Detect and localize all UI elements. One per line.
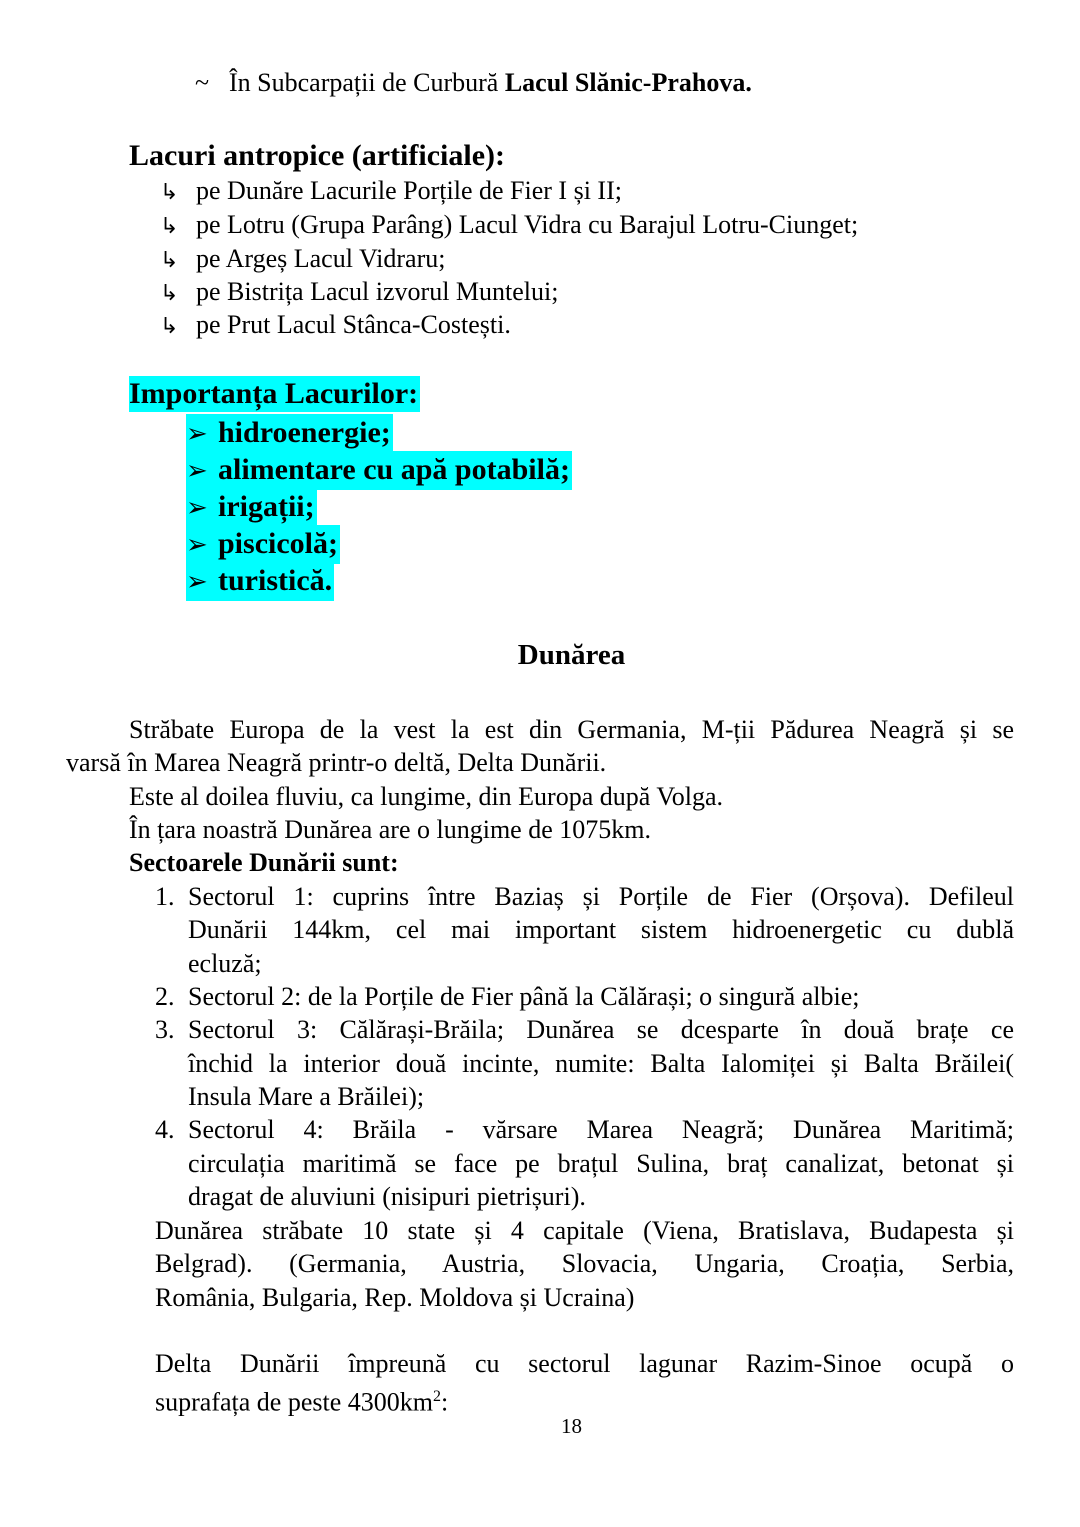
importance-item xyxy=(186,562,334,601)
importance-item xyxy=(186,488,317,527)
square-superscript: 2 xyxy=(432,1388,441,1405)
artificial-lake-text: pe Dunăre Lacurile Porțile de Fier I și II; xyxy=(196,176,622,205)
importance-heading: Importanța Lacurilor: xyxy=(129,377,419,410)
hooked-arrow-icon: ↳ xyxy=(160,314,179,339)
states-line: Dunărea străbate 10 state și 4 capitale (Viena, Bratislava, Budapesta și xyxy=(155,1216,1014,1245)
sector-line: circulația maritimă se face pe brațul Sulina, braț canalizat, betonat și xyxy=(188,1149,1014,1178)
danube-intro-line-1: Străbate Europa de la vest la est din Germania, M-ții Pădurea Neagră și se xyxy=(129,715,1014,744)
sector-line: închid la interior două incinte, numite: Balta Ialomiței și Balta Brăilei( xyxy=(188,1049,1014,1078)
hooked-arrow-icon: ↳ xyxy=(160,180,179,205)
importance-text: irigații; xyxy=(218,490,315,523)
hooked-arrow-icon: ↳ xyxy=(160,281,179,306)
sectors-heading: Sectoarele Dunării sunt: xyxy=(129,848,399,877)
sector-number: 3. xyxy=(155,1015,175,1044)
hooked-arrow-icon: ↳ xyxy=(160,248,179,273)
artificial-lake-text: pe Lotru (Grupa Parâng) Lacul Vidra cu Barajul Lotru-Ciunget; xyxy=(196,210,859,239)
sector-line: Insula Mare a Brăilei); xyxy=(188,1082,425,1111)
artificial-lake-text: pe Argeș Lacul Vidraru; xyxy=(196,244,446,273)
importance-text: piscicolă; xyxy=(218,527,338,560)
artificial-lake-item xyxy=(160,275,558,310)
sector-line: ecluză; xyxy=(188,949,262,978)
importance-text: alimentare cu apă potabilă; xyxy=(218,453,570,486)
arrowhead-bullet-icon: ➢ xyxy=(186,456,208,486)
sector-line: dragat de aluviuni (nisipuri pietrișuri). xyxy=(188,1182,586,1211)
sector-number: 1. xyxy=(155,882,175,911)
delta-area-text: suprafața de peste 4300km xyxy=(155,1387,433,1417)
artificial-lake-item xyxy=(160,174,622,209)
artificial-lake-text: pe Bistrița Lacul izvorul Muntelui; xyxy=(196,277,559,306)
sector-line: Sectorul 3: Călărași-Brăila; Dunărea se dcesparte în două brațe ce xyxy=(188,1015,1014,1044)
sector-line: Sectorul 4: Brăila - vărsare Marea Neagră; Dunărea Maritimă; xyxy=(188,1115,1014,1144)
arrowhead-bullet-icon: ➢ xyxy=(186,493,208,523)
sector-line: Sectorul 1: cuprins între Baziaș și Porțile de Fier (Orșova). Defileul xyxy=(188,882,1014,911)
sector-line: Sectorul 2: de la Porțile de Fier până la Călărași; o singură albie; xyxy=(188,982,860,1011)
importance-text: hidroenergie; xyxy=(218,416,391,449)
subcarpathian-text: În Subcarpații de Curbură xyxy=(229,68,505,97)
sector-line: Dunării 144km, cel mai important sistem hidroenergetic cu dublă xyxy=(188,915,1014,944)
sector-number: 2. xyxy=(155,982,175,1011)
importance-item xyxy=(186,451,572,490)
slanic-prahova-name: Lacul Slănic-Prahova. xyxy=(504,68,752,97)
subcarpathian-lake-line xyxy=(195,66,752,99)
danube-romania-line: În țara noastră Dunărea are o lungime de 1075km. xyxy=(129,815,651,844)
danube-title: Dunărea xyxy=(517,639,626,671)
hooked-arrow-icon: ↳ xyxy=(160,214,179,239)
delta-colon: : xyxy=(440,1387,449,1417)
tilde-bullet-icon: ~ xyxy=(195,68,210,97)
importance-item xyxy=(186,414,393,453)
danube-length-line: Este al doilea fluviu, ca lungime, din Europa după Volga. xyxy=(129,782,724,811)
page-number: 18 xyxy=(561,1414,582,1438)
artificial-lake-item xyxy=(160,242,445,277)
importance-text: turistică. xyxy=(218,564,333,597)
arrowhead-bullet-icon: ➢ xyxy=(186,419,208,449)
delta-line-1: Delta Dunării împreună cu sectorul lagunar Razim-Sinoe ocupă o xyxy=(155,1349,1014,1378)
arrowhead-bullet-icon: ➢ xyxy=(186,567,208,597)
danube-intro-line-2: varsă în Marea Neagră printr-o deltă, Delta Dunării. xyxy=(66,748,607,777)
sector-number: 4. xyxy=(155,1115,175,1144)
importance-item xyxy=(186,525,340,564)
delta-line-2 xyxy=(155,1380,448,1419)
artificial-lakes-heading: Lacuri antropice (artificiale): xyxy=(129,139,505,172)
artificial-lake-item xyxy=(160,308,511,343)
states-line: Belgrad). (Germania, Austria, Slovacia, Ungaria, Croația, Serbia, xyxy=(155,1249,1014,1278)
artificial-lake-text: pe Prut Lacul Stânca-Costești. xyxy=(196,310,511,339)
arrowhead-bullet-icon: ➢ xyxy=(186,530,208,560)
states-line: România, Bulgaria, Rep. Moldova și Ucraina) xyxy=(155,1283,635,1312)
artificial-lake-item xyxy=(160,208,858,243)
